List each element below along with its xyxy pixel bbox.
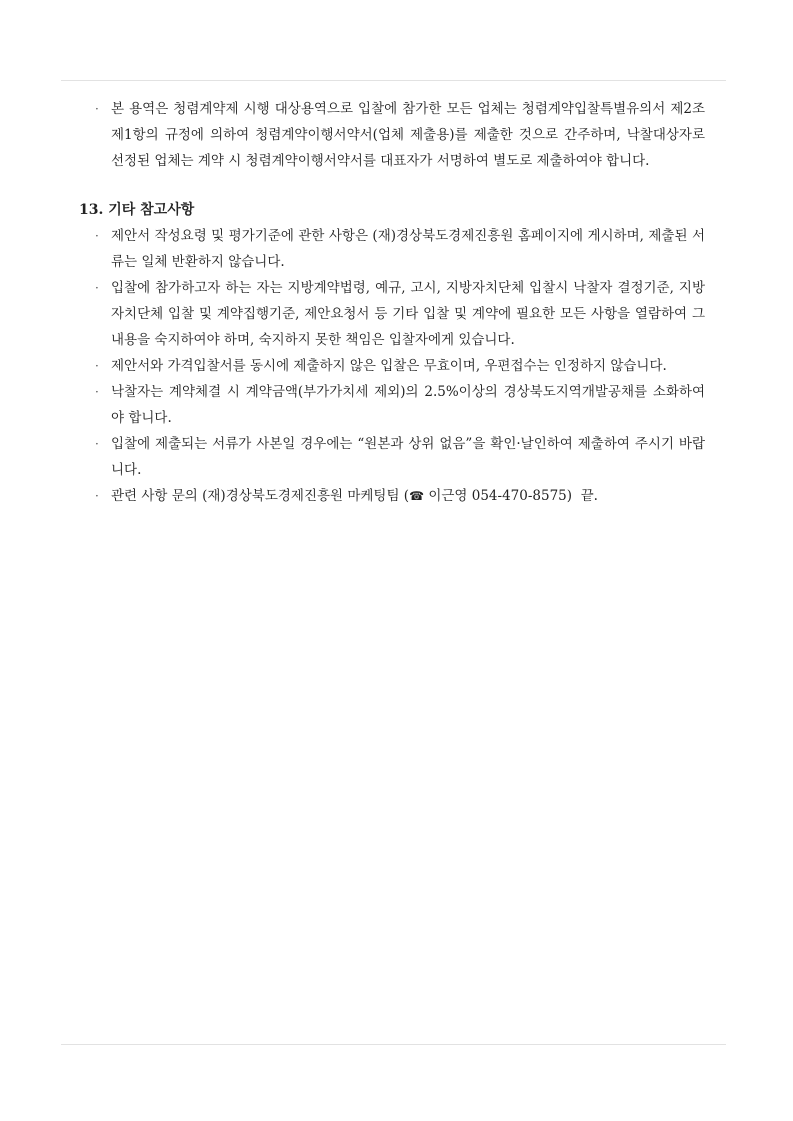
- bullet-text: 입찰에 제출되는 서류가 사본일 경우에는 “원본과 상위 없음”을 확인·날인하여 제출하여 주시기 바랍니다.: [111, 436, 705, 478]
- section-number: 13.: [79, 202, 104, 218]
- bullet-text: 제안서와 가격입찰서를 동시에 제출하지 않은 입찰은 무효이며, 우편접수는 인정하지 않습니다.: [111, 358, 667, 374]
- contact-person: 이근영: [428, 488, 468, 504]
- bullet-mark: ·: [95, 229, 99, 243]
- bullet-text: 낙찰자는 계약체결 시 계약금액(부가가치세 제외)의 2.5%이상의 경상북도지역개발공채를 소화하여야 합니다.: [111, 384, 705, 426]
- section-heading: [79, 197, 793, 223]
- bullet-text: 입찰에 참가하고자 하는 자는 지방계약법령, 예규, 고시, 지방자치단체 입찰시 낙찰자 결정기준, 지방자치단체 입찰 및 계약집행기준, 제안요청서 등 기타 입찰 및 계약에 필요한 모든 사항을 열람하여 그 내용을 숙지하여야 하며, 숙지하지 못한 책임은 입찰자에게 있습니다.: [111, 280, 705, 348]
- bullet-mark: ·: [95, 359, 99, 373]
- phone-icon: ☎: [409, 489, 425, 503]
- contact-line: [95, 483, 705, 509]
- document-body: [0, 96, 793, 509]
- list-item: [95, 353, 705, 379]
- bullet-mark: ·: [95, 437, 99, 451]
- contact-prefix: 관련 사항 문의 (재)경상북도경제진흥원 마케팅팀 (: [111, 488, 410, 504]
- list-item: [95, 223, 705, 275]
- bullet-mark: ·: [95, 489, 99, 503]
- contact-phone: 054-470-8575): [471, 488, 573, 504]
- bullet-mark: ·: [95, 385, 99, 399]
- bullet-mark: ·: [95, 102, 99, 116]
- header-rule: [61, 80, 726, 81]
- bullet-text: 본 용역은 청렴계약제 시행 대상용역으로 입찰에 참가한 모든 업체는 청렴계약입찰특별유의서 제2조 제1항의 규정에 의하여 청렴계약이행서약서(업체 제출용)를 제출한 것으로 간주하며, 낙찰대상자로 선정된 업체는 계약 시 청렴계약이행서약서를 대표자가 서명하여 별도로 제출하여야 합니다.: [111, 101, 705, 169]
- footer-rule: [61, 1044, 726, 1045]
- section-title: 기타 참고사항: [108, 202, 195, 218]
- bullet-mark: ·: [95, 281, 99, 295]
- list-item: [95, 275, 705, 353]
- end-mark: 끝.: [580, 488, 598, 504]
- list-item: [95, 379, 705, 431]
- bullet-text: 제안서 작성요령 및 평가기준에 관한 사항은 (재)경상북도경제진흥원 홈페이지에 게시하며, 제출된 서류는 일체 반환하지 않습니다.: [111, 228, 705, 270]
- list-item: [95, 431, 705, 483]
- integrity-contract-notice: [95, 96, 705, 174]
